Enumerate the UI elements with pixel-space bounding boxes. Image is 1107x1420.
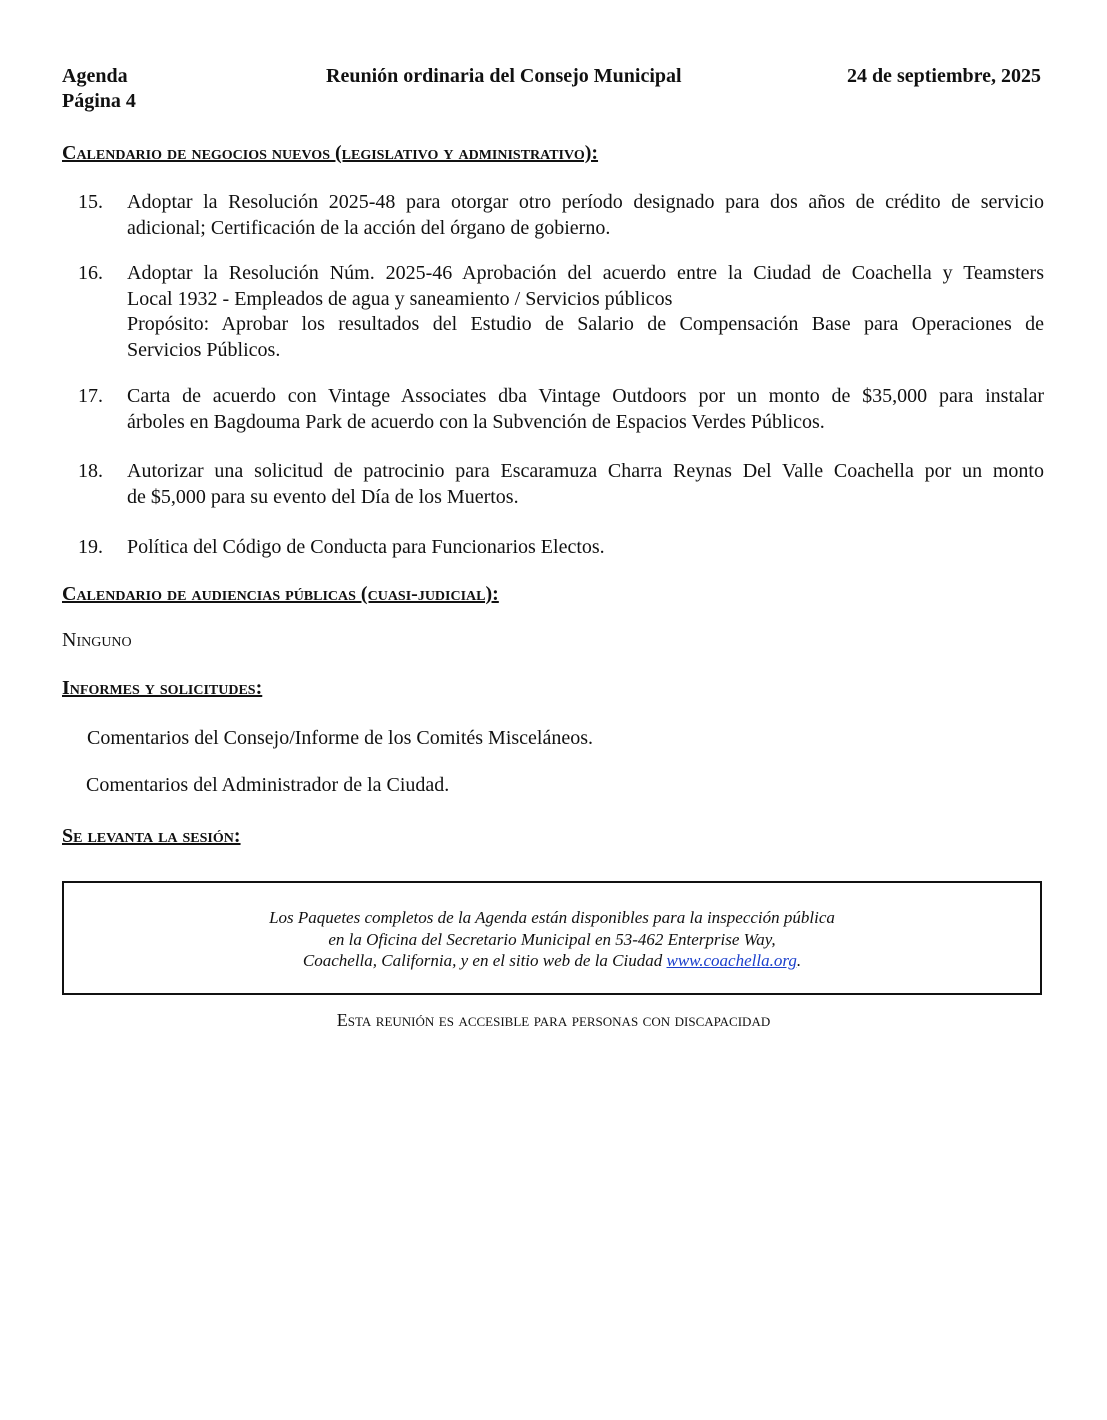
page-number: Página 4 <box>62 90 136 112</box>
accessibility-note: Esta reunión es accesible para personas con discapacidad <box>336 1010 771 1030</box>
page-header-left <box>62 64 136 114</box>
council-comments: Comentarios del Consejo/Informe de los Comités Misceláneos. <box>87 727 594 749</box>
meeting-date: 24 de septiembre, 2025 <box>846 65 1041 87</box>
item-text-line: Servicios Públicos. <box>127 338 281 361</box>
public-hearings-heading: Calendario de audiencias públicas (cuasi-judicial): <box>62 583 499 605</box>
item-text-line: Propósito: Aprobar los resultados del Estudio de Salario de Compensación Base para Operaciones de <box>127 313 1044 335</box>
item-number: 16. <box>78 262 103 284</box>
item-text-line: de $5,000 para su evento del Día de los Muertos. <box>127 485 519 508</box>
meeting-title: Reunión ordinaria del Consejo Municipal <box>326 65 682 87</box>
item-text-line: Local 1932 - Empleados de agua y saneamiento / Servicios públicos <box>127 287 673 310</box>
item-number: 19. <box>78 536 103 558</box>
agenda-label: Agenda <box>62 65 128 87</box>
public-hearings-none: Ninguno <box>62 629 132 651</box>
item-text-line: Adoptar la Resolución 2025-48 para otorgar otro período designado para dos años de crédito de servicio <box>127 191 1044 213</box>
notice-line-2: en la Oficina del Secretario Municipal en 53-462 Enterprise Way, <box>328 929 776 949</box>
agenda-item-17 <box>78 384 1044 435</box>
agenda-item-19 <box>78 535 1044 561</box>
notice-line-3-period: . <box>796 951 802 970</box>
item-text-line: Adoptar la Resolución Núm. 2025-46 Aprobación del acuerdo entre la Ciudad de Coachella y Teamsters <box>127 262 1044 284</box>
item-text-line: Carta de acuerdo con Vintage Associates dba Vintage Outdoors por un monto de $35,000 para instalar <box>127 385 1044 407</box>
agenda-item-16 <box>78 261 1044 363</box>
item-text-line: árboles en Bagdouma Park de acuerdo con la Subvención de Espacios Verdes Públicos. <box>127 410 825 433</box>
city-website-link[interactable]: www.coachella.org <box>666 951 797 970</box>
agenda-item-15 <box>78 190 1044 241</box>
agenda-availability-notice <box>62 881 1042 995</box>
reports-heading: Informes y solicitudes: <box>62 677 263 699</box>
item-number: 17. <box>78 385 103 407</box>
item-number: 18. <box>78 460 103 482</box>
item-text-line: Autorizar una solicitud de patrocinio para Escaramuza Charra Reynas Del Valle Coachella por un monto <box>127 460 1044 482</box>
agenda-item-18 <box>78 459 1044 510</box>
item-text-line: Política del Código de Conducta para Funcionarios Electos. <box>127 536 605 558</box>
manager-comments: Comentarios del Administrador de la Ciudad. <box>86 774 450 796</box>
notice-line-3 <box>64 950 1040 972</box>
item-number: 15. <box>78 191 103 213</box>
notice-line-1: Los Paquetes completos de la Agenda están disponibles para la inspección pública <box>269 908 835 927</box>
item-text-line: adicional; Certificación de la acción del órgano de gobierno. <box>127 216 611 239</box>
adjourn-heading: Se levanta la sesión: <box>62 825 241 847</box>
notice-line-3-text: Coachella, California, y en el sitio web de la Ciudad <box>302 951 663 970</box>
new-business-heading: Calendario de negocios nuevos (legislativo y administrativo): <box>62 142 599 164</box>
